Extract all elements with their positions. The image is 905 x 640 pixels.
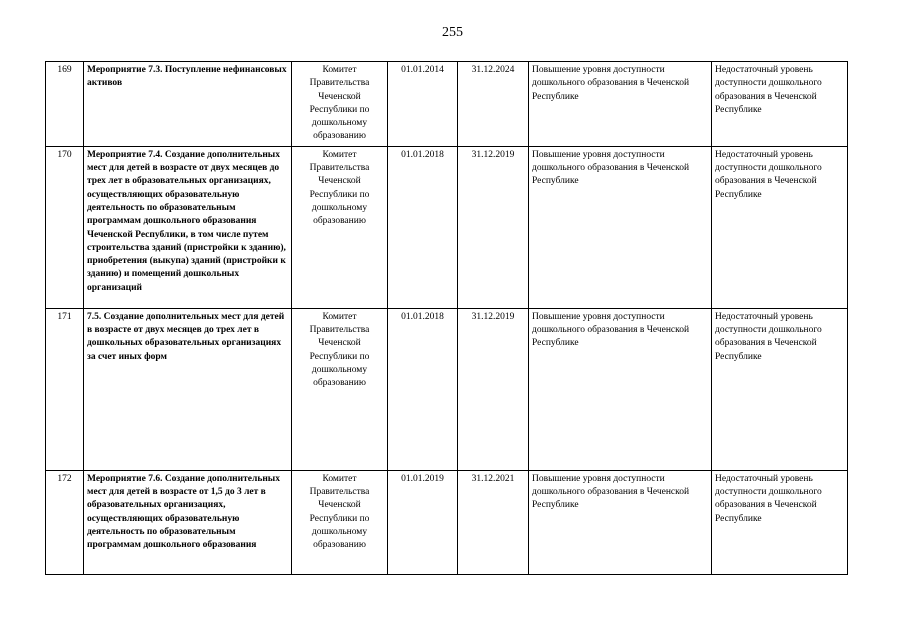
table-row [46, 308, 848, 470]
executor: Комитет Правительства Чеченской Республики по дошкольному образованию [292, 308, 388, 470]
start-date: 01.01.2018 [388, 308, 458, 470]
executor: Комитет Правительства Чеченской Республики по дошкольному образованию [292, 146, 388, 308]
start-date: 01.01.2019 [388, 470, 458, 574]
event-name: Мероприятие 7.4. Создание дополнительных мест для детей в возрасте от двух месяцев до трех лет в образовательных организациях, осуществляющих образовательную деятельность по образовательным программам дошкольного образования Чеченской Республики, в том числе путем строительства зданий (пристройки к зданию), приобретения (выкупа) зданий (пристройки к зданию) и помещений дошкольных организаций [84, 146, 292, 308]
expected-result: Повышение уровня доступности дошкольного образования в Чеченской Республике [529, 62, 712, 147]
consequence: Недостаточный уровень доступности дошкольного образования в Чеченской Республике [712, 62, 848, 147]
row-number: 170 [46, 146, 84, 308]
row-number: 171 [46, 308, 84, 470]
executor: Комитет Правительства Чеченской Республики по дошкольному образованию [292, 62, 388, 147]
end-date: 31.12.2021 [458, 470, 529, 574]
start-date: 01.01.2014 [388, 62, 458, 147]
event-name: Мероприятие 7.3. Поступление нефинансовых активов [84, 62, 292, 147]
expected-result: Повышение уровня доступности дошкольного образования в Чеченской Республике [529, 308, 712, 470]
end-date: 31.12.2019 [458, 146, 529, 308]
page-number: 255 [442, 25, 463, 40]
measures-table [45, 61, 848, 575]
table-row [46, 62, 848, 147]
table-row [46, 470, 848, 574]
end-date: 31.12.2024 [458, 62, 529, 147]
consequence: Недостаточный уровень доступности дошкольного образования в Чеченской Республике [712, 146, 848, 308]
start-date: 01.01.2018 [388, 146, 458, 308]
executor: Комитет Правительства Чеченской Республики по дошкольному образованию [292, 470, 388, 574]
consequence: Недостаточный уровень доступности дошкольного образования в Чеченской Республике [712, 470, 848, 574]
row-number: 169 [46, 62, 84, 147]
end-date: 31.12.2019 [458, 308, 529, 470]
expected-result: Повышение уровня доступности дошкольного образования в Чеченской Республике [529, 470, 712, 574]
expected-result: Повышение уровня доступности дошкольного образования в Чеченской Республике [529, 146, 712, 308]
row-number: 172 [46, 470, 84, 574]
event-name: Мероприятие 7.6. Создание дополнительных мест для детей в возрасте от 1,5 до 3 лет в образовательных организациях, осуществляющих образовательную деятельность по образовательным программам дошкольного образования [84, 470, 292, 574]
consequence: Недостаточный уровень доступности дошкольного образования в Чеченской Республике [712, 308, 848, 470]
table-row [46, 146, 848, 308]
event-name: 7.5. Создание дополнительных мест для детей в возрасте от двух месяцев до трех лет в дошкольных образовательных организациях за счет иных форм [84, 308, 292, 470]
